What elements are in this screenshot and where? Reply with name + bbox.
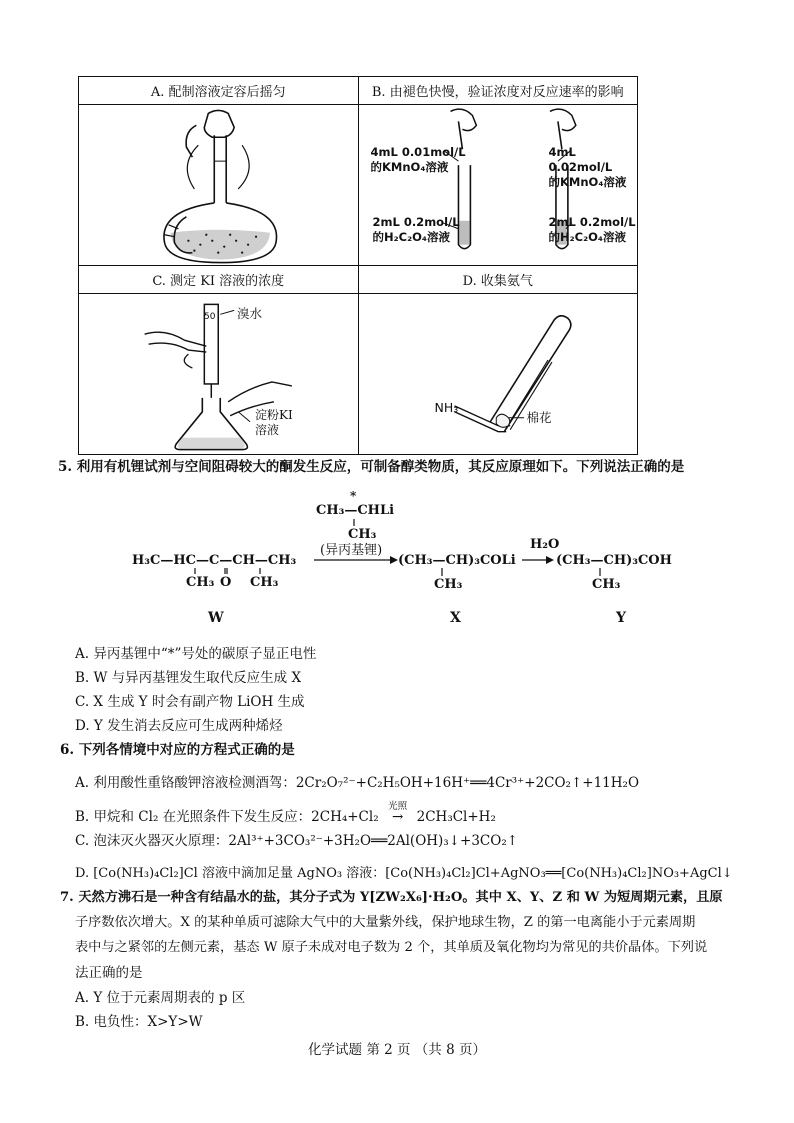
h2o-label: H₂O — [530, 537, 560, 552]
starch-ki-label-1: 淀粉KI — [255, 408, 293, 422]
q6-option-b-post: 2CH₃Cl+H₂ — [416, 809, 496, 825]
figure-a-volumetric-flask — [79, 105, 359, 266]
buret-number: 50 — [204, 312, 216, 322]
reagent-structure: CH₃—CHLi — [316, 503, 395, 518]
q7-line-4: 法正确的是 — [75, 965, 143, 981]
cell-a-title: A. 配制溶液定容后摇匀 — [79, 77, 359, 105]
q6-option-b-condition: 光照 — [388, 801, 408, 812]
q6-option-d: D. [Co(NH₃)₄Cl₂]Cl 溶液中滴加足量 AgNO₃ 溶液：[Co(NH₃)₄Cl₂]Cl+AgNO₃══[Co(NH₃)₄Cl₂]NO₃+AgCl↓ — [75, 866, 733, 881]
cell-c-title: C. 测定 KI 溶液的浓度 — [79, 266, 359, 294]
w-main-chain: H₃C—HC—C—CH—CH₃ — [132, 553, 297, 568]
y-sub-ch3: CH₃ — [592, 577, 621, 592]
x-sub-ch3: CH₃ — [434, 577, 463, 592]
b-left-top-label-1: 4mL 0.01mol/L — [370, 145, 466, 159]
q6-option-a: A. 利用酸性重铬酸钾溶液检测酒驾：2Cr₂O₇²⁻+C₂H₅OH+16H⁺══4Cr³⁺+2CO₂↑+11H₂O — [75, 775, 640, 791]
q5-option-c: C. X 生成 Y 时会有副产物 LiOH 生成 — [75, 694, 305, 710]
experiment-table — [78, 76, 638, 455]
b-right-bot-label-1: 2mL 0.2mol/L — [548, 215, 636, 229]
label-y: Y — [616, 610, 626, 624]
figure-b-test-tubes — [358, 105, 638, 266]
b-right-top-label-1: 4mL 0.02mol/L — [548, 145, 613, 174]
label-w: W — [208, 610, 224, 624]
b-left-bot-label-2: 的H₂C₂O₄溶液 — [372, 230, 450, 244]
q5-reaction-scheme — [128, 486, 688, 624]
w-sub-o: O — [220, 575, 232, 590]
w-sub-ch3-left: CH₃ — [186, 575, 215, 590]
reaction-scheme-svg — [128, 486, 688, 624]
figure-c-titration — [79, 294, 359, 455]
titration-illustration — [79, 294, 358, 454]
reagent-name: (异丙基锂) — [320, 543, 383, 558]
x-structure: (CH₃—CH)₃COLi — [398, 553, 516, 568]
b-right-bot-label-2: 的H₂C₂O₄溶液 — [548, 230, 626, 244]
volumetric-flask-illustration — [79, 105, 358, 265]
b-left-top-label-2: 的KMnO₄溶液 — [370, 160, 449, 174]
q7-line-2: 子序数依次增大。X 的某种单质可滤除大气中的大量紫外线，保护地球生物，Z 的第一电离能小于元素周期 — [75, 915, 696, 930]
q6-option-c: C. 泡沫灭火器灭火原理：2Al³⁺+3CO₃²⁻+3H₂O══2Al(OH)₃↓+3CO₂↑ — [75, 833, 519, 849]
cotton-label: 棉花 — [526, 410, 552, 425]
w-sub-ch3-right: CH₃ — [250, 575, 279, 590]
q7-option-b: B. 电负性：X>Y>W — [75, 1014, 203, 1030]
cell-b-title: B. 由褪色快慢，验证浓度对反应速率的影响 — [358, 77, 638, 105]
figure-d-ammonia-collection — [358, 294, 638, 455]
nh3-label: NH₃ — [434, 400, 459, 415]
q7-option-a: A. Y 位于元素周期表的 p 区 — [75, 990, 246, 1006]
label-x: X — [450, 610, 461, 624]
q6-option-b-pre: B. 甲烷和 Cl₂ 在光照条件下发生反应：2CH₄+Cl₂ — [75, 809, 379, 825]
y-structure: (CH₃—CH)₃COH — [556, 553, 672, 568]
bromine-water-label: 溴水 — [237, 306, 263, 321]
q7-line-1: 7. 天然方沸石是一种含有结晶水的盐，其分子式为 Y[ZW₂X₆]·H₂O。其中 X、Y、Z 和 W 为短周期元素，且原 — [60, 890, 723, 905]
b-left-bot-label-1: 2mL 0.2mol/L — [372, 215, 460, 229]
reagent-ch3: CH₃ — [348, 527, 377, 542]
q5-option-b: B. W 与异丙基锂发生取代反应生成 X — [75, 670, 302, 686]
b-right-top-label-2: 的KMnO₄溶液 — [548, 175, 627, 189]
q6-option-b: B. 甲烷和 Cl₂ 在光照条件下发生反应：2CH₄+Cl₂ 光照 → 2CH₃Cl+H₂ — [75, 807, 496, 827]
reagent-star: * — [350, 489, 357, 503]
q6-stem: 6. 下列各情境中对应的方程式正确的是 — [60, 742, 295, 758]
page-footer: 化学试题 第 2 页 （共 8 页） — [308, 1042, 486, 1058]
q5-option-a: A. 异丙基锂中“*”号处的碳原子显正电性 — [75, 646, 317, 662]
ammonia-collection-illustration — [359, 294, 638, 454]
q5-option-d: D. Y 发生消去反应可生成两种烯烃 — [75, 718, 283, 734]
cell-d-title: D. 收集氨气 — [358, 266, 638, 294]
q5-stem: 5. 利用有机锂试剂与空间阻碍较大的酮发生反应，可制备醇类物质，其反应原理如下。下列说法正确的是 — [58, 459, 685, 475]
starch-ki-label-2: 溶液 — [255, 423, 280, 437]
q7-line-3: 表中与之紧邻的左侧元素，基态 W 原子未成对电子数为 2 个，其单质及氧化物均为常见的共价晶体。下列说 — [75, 940, 708, 955]
